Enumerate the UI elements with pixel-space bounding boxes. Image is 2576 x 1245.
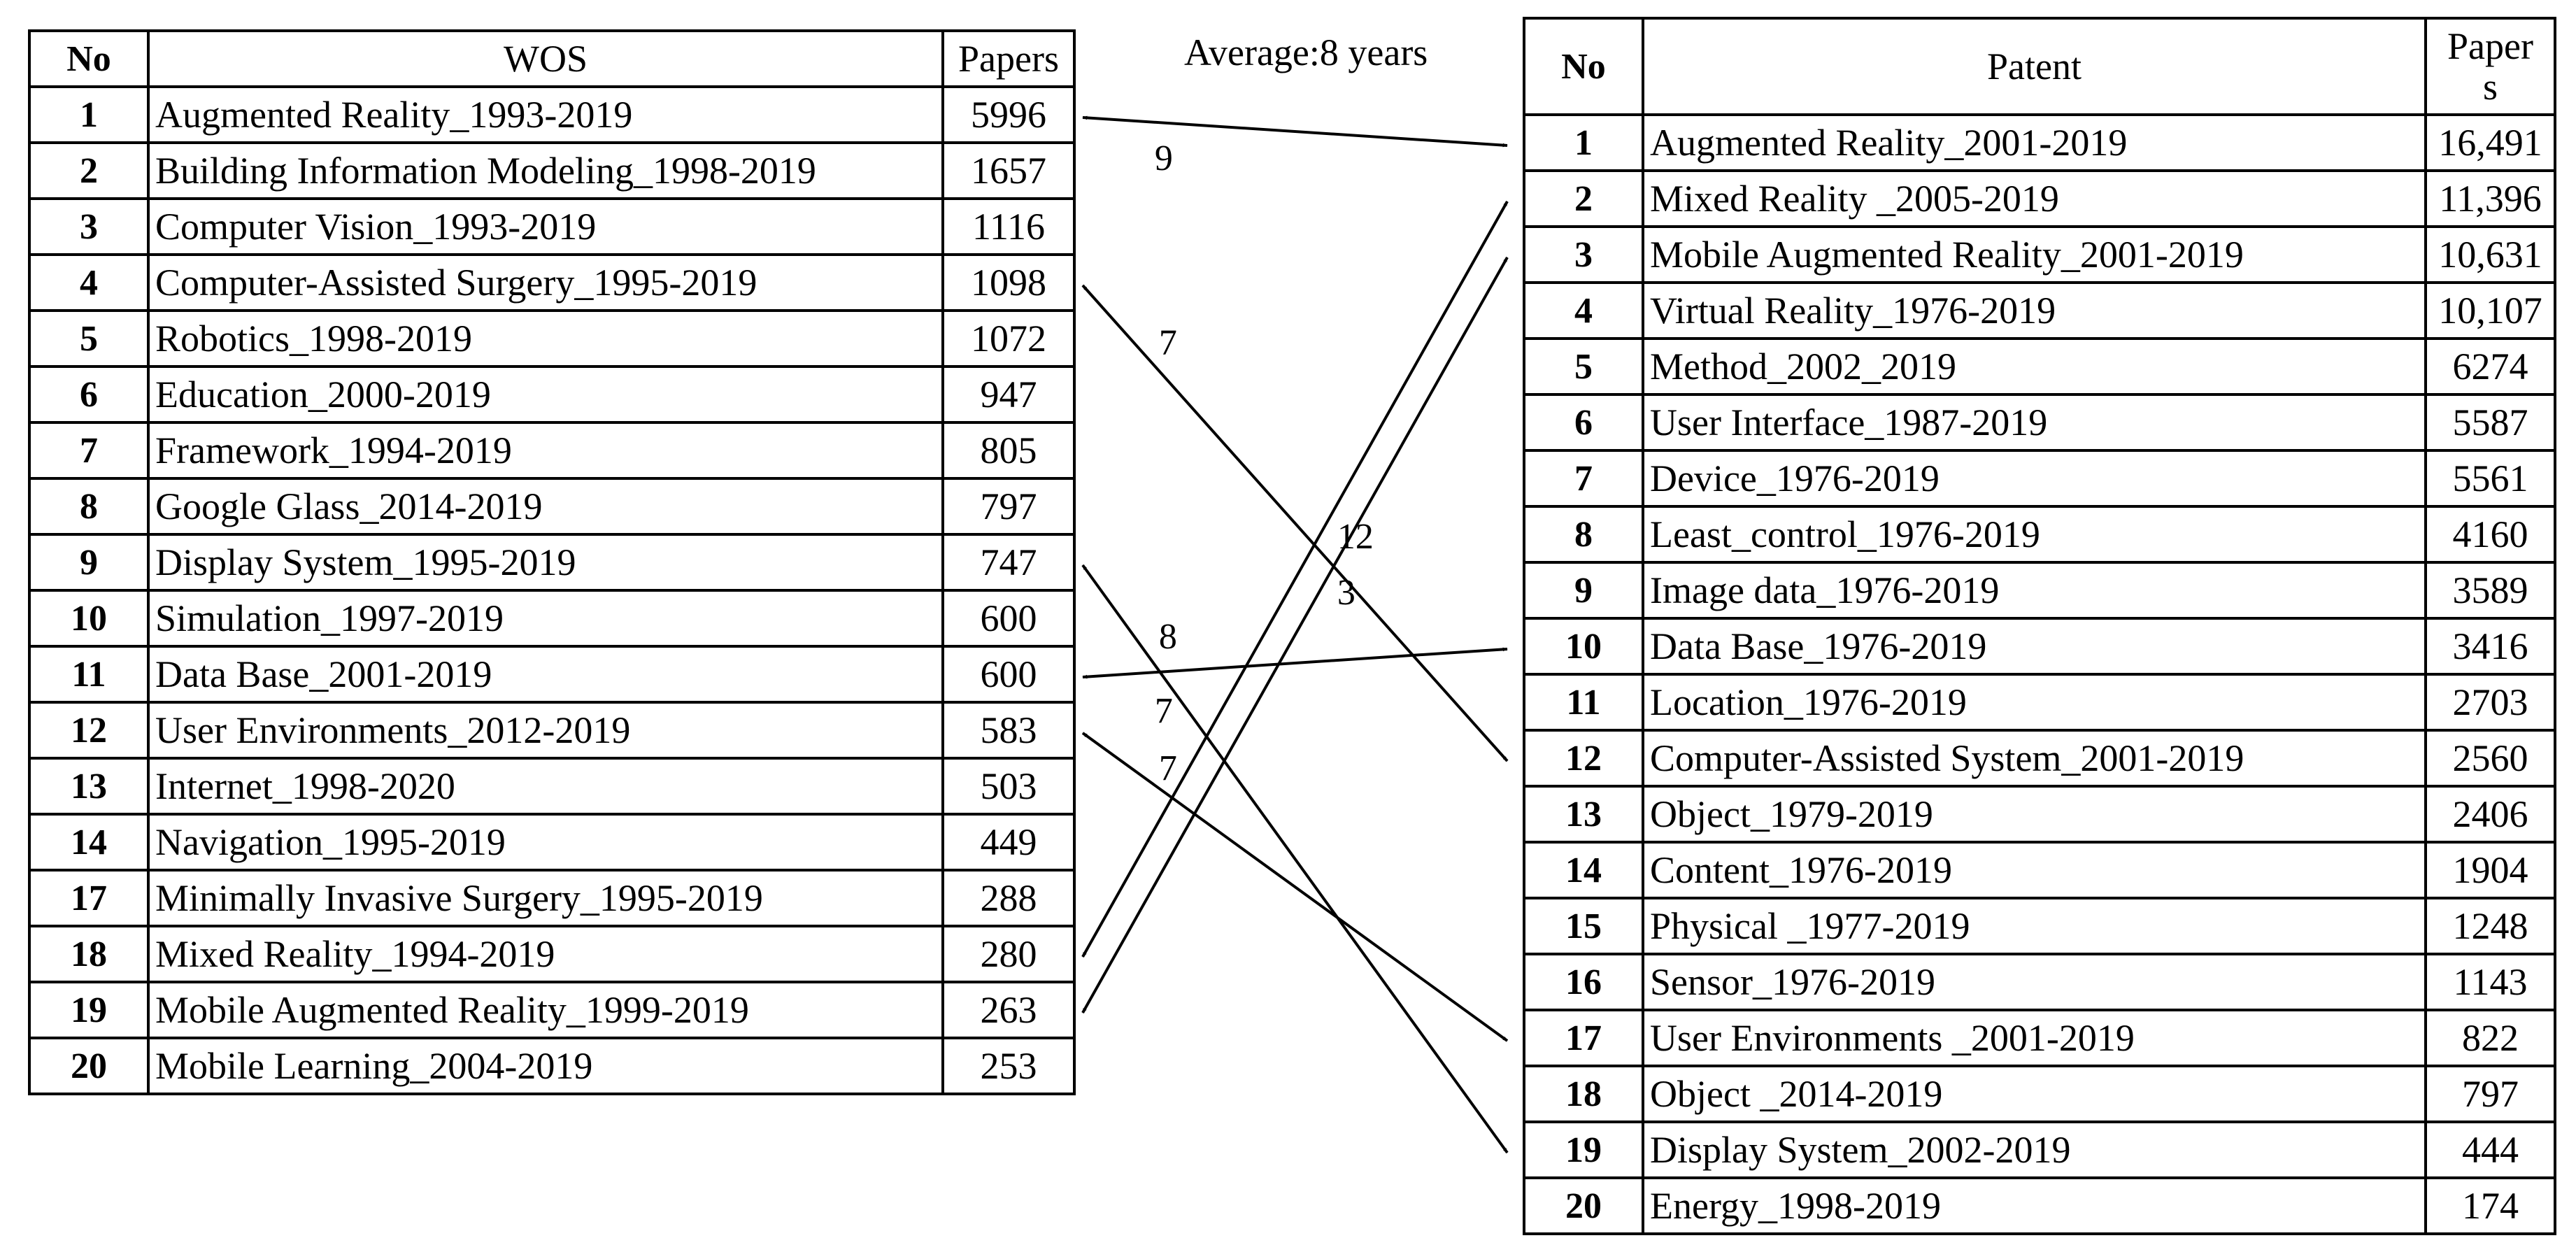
link-label: 7 (1158, 322, 1177, 363)
patent-cell-name: Mixed Reality _2005-2019 (1643, 171, 2426, 227)
patent-cell-no: 10 (1524, 618, 1643, 674)
link-arrow (1083, 201, 1507, 957)
patent-cell-papers: 444 (2426, 1122, 2555, 1178)
wos-cell-name: Computer Vision_1993-2019 (148, 199, 943, 255)
patent-cell-papers: 5561 (2426, 450, 2555, 506)
link-arrow (1083, 285, 1507, 761)
wos-cell-no: 13 (29, 758, 148, 814)
wos-cell-papers: 600 (943, 590, 1074, 646)
wos-cell-name: Education_2000-2019 (148, 367, 943, 422)
link-arrow (1083, 118, 1507, 145)
wos-cell-no: 20 (29, 1038, 148, 1094)
patent-header-name: Patent (1643, 18, 2426, 115)
patent-cell-papers: 3416 (2426, 618, 2555, 674)
patent-header-papers-line2: s (2482, 66, 2498, 108)
wos-cell-papers: 1072 (943, 311, 1074, 367)
patent-cell-no: 18 (1524, 1066, 1643, 1122)
wos-cell-name: Internet_1998-2020 (148, 758, 943, 814)
wos-cell-no: 17 (29, 870, 148, 926)
patent-header-no: No (1524, 18, 1643, 115)
wos-cell-papers: 253 (943, 1038, 1074, 1094)
patent-cell-name: Mobile Augmented Reality_2001-2019 (1643, 227, 2426, 283)
patent-cell-no: 8 (1524, 506, 1643, 562)
wos-cell-papers: 1116 (943, 199, 1074, 255)
patent-cell-no: 9 (1524, 562, 1643, 618)
wos-cell-name: Mobile Augmented Reality_1999-2019 (148, 982, 943, 1038)
patent-cell-no: 12 (1524, 730, 1643, 786)
wos-cell-name: Minimally Invasive Surgery_1995-2019 (148, 870, 943, 926)
wos-cell-name: Robotics_1998-2019 (148, 311, 943, 367)
patent-cell-no: 11 (1524, 674, 1643, 730)
wos-cell-no: 9 (29, 534, 148, 590)
patent-cell-name: Virtual Reality_1976-2019 (1643, 283, 2426, 339)
link-label: 12 (1337, 517, 1374, 557)
average-years-label: Average:8 years (1184, 31, 1428, 73)
patent-cell-papers: 16,491 (2426, 115, 2555, 171)
patent-cell-name: Device_1976-2019 (1643, 450, 2426, 506)
patent-cell-name: Sensor_1976-2019 (1643, 954, 2426, 1010)
link-label: 3 (1337, 573, 1355, 613)
link-label: 7 (1154, 691, 1173, 732)
wos-cell-name: Mixed Reality_1994-2019 (148, 926, 943, 982)
patent-cell-papers: 3589 (2426, 562, 2555, 618)
wos-cell-no: 12 (29, 702, 148, 758)
link-arrow (1083, 257, 1507, 1013)
wos-cell-papers: 583 (943, 702, 1074, 758)
wos-header-no: No (29, 31, 148, 87)
patent-cell-papers: 10,631 (2426, 227, 2555, 283)
patent-cell-papers: 4160 (2426, 506, 2555, 562)
patent-cell-name: Method_2002_2019 (1643, 339, 2426, 394)
patent-cell-papers: 11,396 (2426, 171, 2555, 227)
wos-cell-papers: 947 (943, 367, 1074, 422)
patent-cell-name: User Environments _2001-2019 (1643, 1010, 2426, 1066)
patent-cell-no: 2 (1524, 171, 1643, 227)
patent-cell-no: 4 (1524, 283, 1643, 339)
patent-cell-papers: 2406 (2426, 786, 2555, 842)
patent-cell-papers: 5587 (2426, 394, 2555, 450)
wos-cell-papers: 503 (943, 758, 1074, 814)
wos-cell-papers: 5996 (943, 87, 1074, 143)
wos-cell-no: 18 (29, 926, 148, 982)
wos-cell-no: 7 (29, 422, 148, 478)
link-label: 9 (1154, 138, 1173, 178)
patent-cell-name: Computer-Assisted System_2001-2019 (1643, 730, 2426, 786)
wos-cell-papers: 805 (943, 422, 1074, 478)
patent-cell-name: Object _2014-2019 (1643, 1066, 2426, 1122)
wos-cell-papers: 747 (943, 534, 1074, 590)
patent-cell-papers: 2560 (2426, 730, 2555, 786)
wos-cell-name: Display System_1995-2019 (148, 534, 943, 590)
patent-cell-name: Data Base_1976-2019 (1643, 618, 2426, 674)
wos-cell-name: Augmented Reality_1993-2019 (148, 87, 943, 143)
wos-cell-name: Google Glass_2014-2019 (148, 478, 943, 534)
patent-cell-papers: 2703 (2426, 674, 2555, 730)
patent-cell-name: Physical _1977-2019 (1643, 898, 2426, 954)
patent-cell-no: 5 (1524, 339, 1643, 394)
wos-header-papers: Papers (943, 31, 1074, 87)
wos-cell-no: 5 (29, 311, 148, 367)
wos-cell-name: Computer-Assisted Surgery_1995-2019 (148, 255, 943, 311)
patent-header-papers-line1: Paper (2447, 25, 2533, 67)
wos-cell-papers: 797 (943, 478, 1074, 534)
patent-cell-name: User Interface_1987-2019 (1643, 394, 2426, 450)
wos-cell-name: Data Base_2001-2019 (148, 646, 943, 702)
wos-cell-papers: 449 (943, 814, 1074, 870)
patent-cell-no: 16 (1524, 954, 1643, 1010)
patent-cell-papers: 1904 (2426, 842, 2555, 898)
link-arrow (1083, 733, 1507, 1041)
wos-cell-name: Framework_1994-2019 (148, 422, 943, 478)
patent-cell-no: 13 (1524, 786, 1643, 842)
patent-cell-papers: 822 (2426, 1010, 2555, 1066)
wos-cell-papers: 1098 (943, 255, 1074, 311)
wos-cell-no: 6 (29, 367, 148, 422)
patent-cell-name: Augmented Reality_2001-2019 (1643, 115, 2426, 171)
wos-cell-name: Building Information Modeling_1998-2019 (148, 143, 943, 199)
wos-header-name: WOS (148, 31, 943, 87)
patent-cell-no: 7 (1524, 450, 1643, 506)
patent-cell-no: 17 (1524, 1010, 1643, 1066)
patent-cell-papers: 1143 (2426, 954, 2555, 1010)
wos-cell-name: User Environments_2012-2019 (148, 702, 943, 758)
patent-cell-no: 19 (1524, 1122, 1643, 1178)
wos-cell-no: 3 (29, 199, 148, 255)
wos-cell-no: 1 (29, 87, 148, 143)
patent-cell-no: 3 (1524, 227, 1643, 283)
wos-cell-no: 19 (29, 982, 148, 1038)
wos-cell-no: 14 (29, 814, 148, 870)
patent-cell-no: 14 (1524, 842, 1643, 898)
patent-cell-name: Display System_2002-2019 (1643, 1122, 2426, 1178)
patent-cell-no: 15 (1524, 898, 1643, 954)
wos-cell-no: 11 (29, 646, 148, 702)
wos-cell-name: Navigation_1995-2019 (148, 814, 943, 870)
patent-cell-papers: 6274 (2426, 339, 2555, 394)
patent-cell-no: 1 (1524, 115, 1643, 171)
patent-cell-papers: 174 (2426, 1178, 2555, 1234)
wos-cell-name: Simulation_1997-2019 (148, 590, 943, 646)
patent-cell-name: Content_1976-2019 (1643, 842, 2426, 898)
wos-cell-name: Mobile Learning_2004-2019 (148, 1038, 943, 1094)
wos-cell-papers: 1657 (943, 143, 1074, 199)
wos-cell-papers: 288 (943, 870, 1074, 926)
patent-cell-papers: 10,107 (2426, 283, 2555, 339)
patent-cell-name: Energy_1998-2019 (1643, 1178, 2426, 1234)
wos-cell-no: 10 (29, 590, 148, 646)
patent-cell-papers: 1248 (2426, 898, 2555, 954)
link-label: 7 (1158, 748, 1177, 789)
patent-cell-papers: 797 (2426, 1066, 2555, 1122)
patent-cell-name: Image data_1976-2019 (1643, 562, 2426, 618)
wos-cell-papers: 280 (943, 926, 1074, 982)
wos-cell-papers: 263 (943, 982, 1074, 1038)
patent-cell-no: 6 (1524, 394, 1643, 450)
patent-cell-name: Location_1976-2019 (1643, 674, 2426, 730)
wos-cell-papers: 600 (943, 646, 1074, 702)
patent-cell-no: 20 (1524, 1178, 1643, 1234)
patent-cell-name: Object_1979-2019 (1643, 786, 2426, 842)
wos-cell-no: 8 (29, 478, 148, 534)
link-label: 8 (1158, 617, 1177, 657)
wos-cell-no: 2 (29, 143, 148, 199)
patent-cell-name: Least_control_1976-2019 (1643, 506, 2426, 562)
wos-cell-no: 4 (29, 255, 148, 311)
